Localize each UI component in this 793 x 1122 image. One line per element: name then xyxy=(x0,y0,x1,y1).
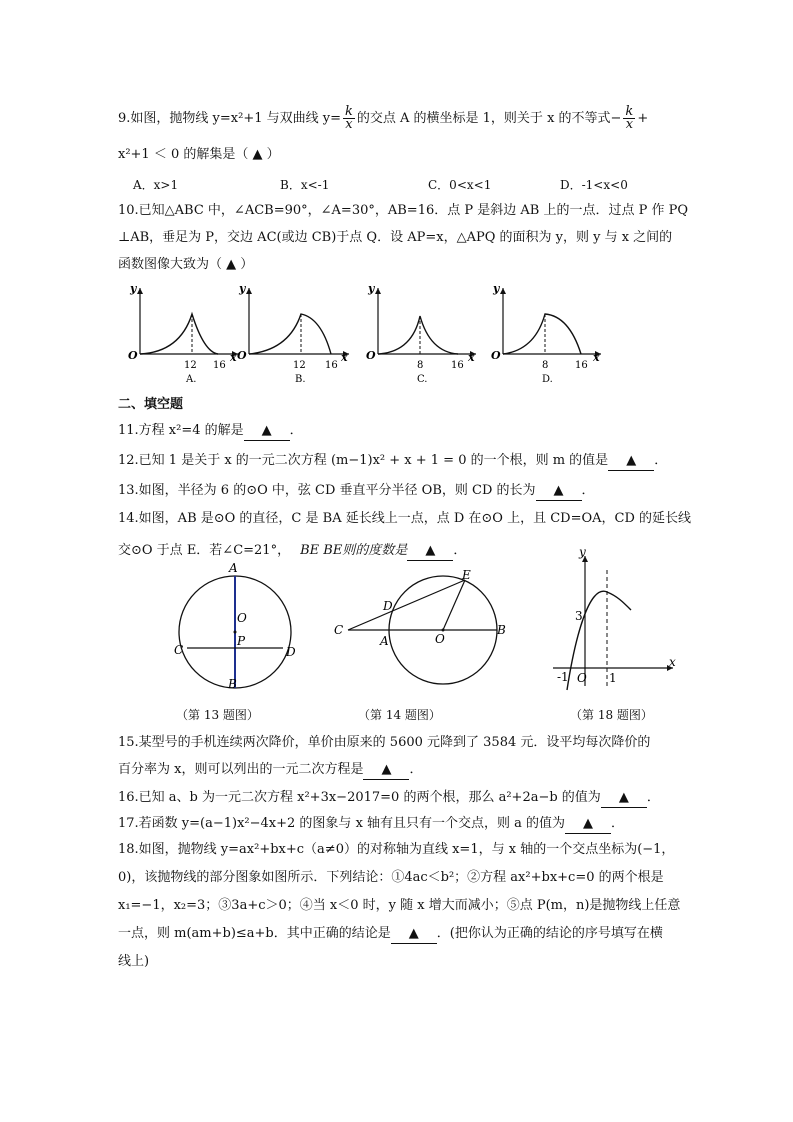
svg-text:16: 16 xyxy=(213,360,226,371)
svg-text:D.: D. xyxy=(542,374,553,382)
svg-text:y: y xyxy=(130,282,137,295)
q18-blank[interactable]: ▲ xyxy=(391,925,437,944)
q17-blank[interactable]: ▲ xyxy=(565,815,611,834)
q9-option-c: C．0<x<1 xyxy=(428,178,492,192)
svg-text:A.: A. xyxy=(186,374,197,382)
svg-text:O: O xyxy=(128,349,138,362)
svg-text:x: x xyxy=(593,351,600,364)
q16-line: 16.已知 a、b 为一元二次方程 x²+3x−2017=0 的两个根，那么 a²+2a−b 的值为 ▲ ． xyxy=(118,789,660,808)
q10-graph-c xyxy=(366,282,476,382)
q18-line1: 18.如图，抛物线 y=ax²+bx+c（a≠0）的对称轴为直线 x=1，与 x 轴的一个交点坐标为(−1， xyxy=(118,842,675,857)
figure-18 xyxy=(545,548,685,693)
svg-text:x: x xyxy=(669,655,676,669)
svg-text:B: B xyxy=(497,623,506,637)
svg-text:O: O xyxy=(491,349,501,362)
figure-13-caption: （第 13 题图） xyxy=(176,708,259,722)
figure-13 xyxy=(165,558,305,693)
figure-14-caption: （第 14 题图） xyxy=(358,708,441,722)
svg-text:x: x xyxy=(230,351,237,364)
svg-text:D: D xyxy=(383,599,393,613)
svg-text:y: y xyxy=(368,282,375,295)
q10-line2: ⊥AB，垂足为 P，交边 AC(或边 CB)于点 Q．设 AP=x，△APQ 的面积为 y，则 y 与 x 之间的 xyxy=(118,230,673,245)
q13-blank[interactable]: ▲ xyxy=(536,482,582,501)
svg-text:O: O xyxy=(577,671,587,685)
q11-line: 11.方程 x²=4 的解是 ▲ ． xyxy=(118,422,303,441)
svg-text:y: y xyxy=(579,548,586,559)
q9-text-a: 9.如图，抛物线 y=x²+1 与双曲线 y= xyxy=(118,111,341,126)
q10-line3: 函数图像大致为（ ▲ ） xyxy=(118,257,254,272)
svg-text:16: 16 xyxy=(575,360,588,371)
q18-line3: x₁=−1，x₂=3；③3a+c＞0；④当 x＜0 时，y 随 x 增大而减小；⑤点 P(m，n)是抛物线上任意 xyxy=(118,898,681,913)
q13-line: 13.如图，半径为 6 的⊙O 中，弦 CD 垂直平分半径 OB，则 CD 的长为 ▲ ． xyxy=(118,482,595,501)
q14-line2: 交⊙O 于点 E．若∠C=21°， BE BE则的度数是 ▲ ． xyxy=(118,542,466,561)
svg-text:x: x xyxy=(468,351,475,364)
q18-line5: 线上) xyxy=(118,954,150,969)
q12-line: 12.已知 1 是关于 x 的一元二次方程 (m−1)x² + x + 1 = 0 的一个根，则 m 的值是 ▲ ． xyxy=(118,452,667,471)
q10-line1: 10.已知△ABC 中，∠ACB=90°，∠A=30°，AB=16．点 P 是斜边 AB 上的一点．过点 P 作 PQ xyxy=(118,203,689,218)
svg-text:12: 12 xyxy=(184,360,197,371)
svg-text:O: O xyxy=(237,611,247,625)
svg-text:C: C xyxy=(174,643,184,657)
svg-text:8: 8 xyxy=(542,360,549,371)
svg-text:1: 1 xyxy=(609,671,617,685)
q11-blank[interactable]: ▲ xyxy=(244,422,290,441)
q9-fraction-2: $\frac{k}{x}$ xyxy=(625,104,634,132)
q18-line4: 一点，则 m(am+b)≤a+b．其中正确的结论是 ▲ ．(把你认为正确的结论的序号填写在横 xyxy=(118,925,663,944)
q9-option-b: B．x<-1 xyxy=(280,178,330,192)
figure-14 xyxy=(330,568,520,688)
svg-text:B.: B. xyxy=(295,374,306,382)
q18-line2: 0)，该抛物线的部分图象如图所示．下列结论：①4ac＜b²；②方程 ax²+bx+c=0 的两个根是 xyxy=(118,870,664,885)
svg-text:16: 16 xyxy=(451,360,464,371)
q9-line1 xyxy=(118,106,648,131)
svg-text:A: A xyxy=(380,634,389,648)
q15-line2: 百分率为 x，则可以列出的一元二次方程是 ▲ ． xyxy=(118,761,422,780)
svg-text:C: C xyxy=(334,623,344,637)
q15-blank[interactable]: ▲ xyxy=(363,761,409,780)
svg-text:C.: C. xyxy=(417,374,428,382)
q16-blank[interactable]: ▲ xyxy=(601,789,647,808)
q10-graph-a xyxy=(128,282,238,382)
q17-line: 17.若函数 y=(a−1)x²−4x+2 的图象与 x 轴有且只有一个交点，则 a 的值为 ▲ ． xyxy=(118,815,624,834)
svg-text:y: y xyxy=(239,282,246,295)
q10-graph-b xyxy=(237,282,349,382)
q10-graph-d xyxy=(491,282,601,382)
svg-text:8: 8 xyxy=(417,360,424,371)
svg-text:y: y xyxy=(493,282,500,295)
svg-text:-1: -1 xyxy=(557,670,569,684)
svg-text:x: x xyxy=(341,351,348,364)
q9-line2: x²+1 ＜ 0 的解集是（ ▲ ） xyxy=(118,147,280,162)
svg-text:D: D xyxy=(286,645,296,659)
svg-text:O: O xyxy=(237,349,247,362)
svg-text:O: O xyxy=(366,349,376,362)
section-title: 二、填空题 xyxy=(118,397,184,412)
q14-line1: 14.如图，AB 是⊙O 的直径，C 是 BA 延长线上一点，点 D 在⊙O 上，且 CD=OA，CD 的延长线 xyxy=(118,511,692,526)
svg-text:12: 12 xyxy=(293,360,306,371)
figure-18-caption: （第 18 题图） xyxy=(570,708,653,722)
q14-blank[interactable]: ▲ xyxy=(407,542,453,561)
q9-fraction-1: $\frac{k}{x}$ xyxy=(344,104,353,132)
svg-text:B: B xyxy=(228,677,237,691)
svg-text:3: 3 xyxy=(575,609,583,623)
q9-option-d: D．-1<x<0 xyxy=(560,178,628,192)
q9-text-c: + xyxy=(637,111,649,126)
svg-text:16: 16 xyxy=(325,360,338,371)
q9-option-a: A．x>1 xyxy=(133,178,179,192)
q9-text-b: 的交点 A 的横坐标是 1，则关于 x 的不等式− xyxy=(356,111,622,126)
svg-text:E: E xyxy=(462,568,471,582)
svg-text:P: P xyxy=(237,634,246,648)
svg-text:A: A xyxy=(229,561,238,575)
q15-line1: 15.某型号的手机连续两次降价，单价由原来的 5600 元降到了 3584 元．设平均每次降价的 xyxy=(118,735,651,750)
q10-graphs xyxy=(118,282,608,382)
q12-blank[interactable]: ▲ xyxy=(608,452,654,471)
svg-text:O: O xyxy=(435,632,445,646)
